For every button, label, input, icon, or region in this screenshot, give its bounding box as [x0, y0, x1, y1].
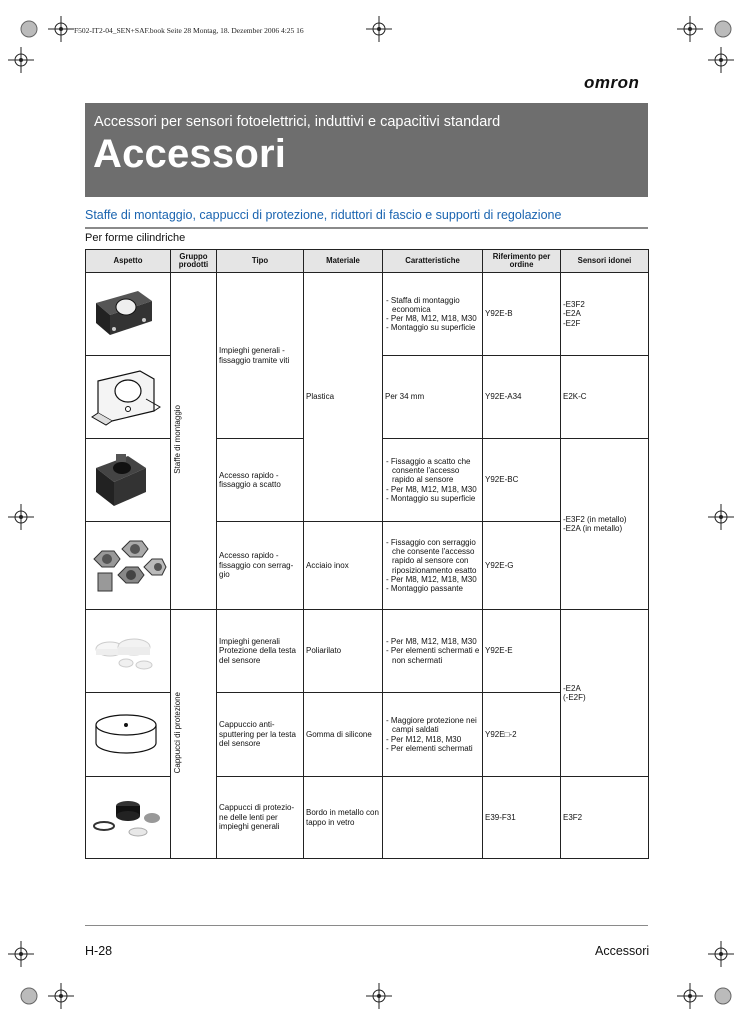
column-header: Riferimento per ordine	[483, 250, 561, 273]
omron-logo: omron	[584, 73, 640, 92]
feature-item: - Montaggio su superficie	[386, 493, 476, 503]
print-dot-icon	[714, 20, 732, 38]
product-image	[86, 273, 171, 356]
print-info: F502-IT2-04_SEN+SAF.book Seite 28 Montag, 18. Dezember 2006 4:25 16	[74, 26, 304, 35]
riferimento-cell: Y92E-B	[483, 273, 561, 356]
caratteristiche-cell	[383, 273, 483, 356]
registration-mark-icon	[677, 983, 703, 1009]
registration-mark-icon	[48, 16, 74, 42]
registration-mark-icon	[8, 504, 34, 530]
sensori-cell: -E2A (-E2F)	[561, 610, 649, 777]
riferimento-cell: Y92E-BC	[483, 439, 561, 522]
column-header: Materiale	[304, 250, 383, 273]
sensori-cell: E3F2	[561, 777, 649, 859]
table-header-row	[86, 250, 649, 273]
registration-mark-icon	[366, 983, 392, 1009]
tipo-cell: Accesso rapido - fissaggio a scatto	[217, 439, 304, 522]
tipo-cell: Impieghi generali Protezione della testa del sensore	[217, 610, 304, 693]
caratteristiche-cell	[383, 610, 483, 693]
feature-item: - Staffa di montaggio economica	[386, 295, 460, 314]
product-image	[86, 693, 171, 777]
table-row	[86, 610, 649, 693]
bracket-y92e-b-icon	[88, 283, 158, 343]
product-image	[86, 439, 171, 522]
page-number: H-28	[85, 944, 113, 958]
cap-anti-sputtering-icon	[88, 703, 164, 763]
registration-mark-icon	[677, 16, 703, 42]
table-row	[86, 777, 649, 859]
column-header: Gruppo prodotti	[171, 250, 217, 273]
materiale-cell: Acciaio inox	[304, 522, 383, 610]
divider	[85, 227, 648, 229]
column-header: Aspetto	[86, 250, 171, 273]
product-image	[86, 777, 171, 859]
print-dot-icon	[20, 20, 38, 38]
column-header: Sensori idonei	[561, 250, 649, 273]
caratteristiche-cell	[383, 777, 483, 859]
bracket-y92e-bc-icon	[88, 446, 154, 512]
sub-title: Per forme cilindriche	[85, 232, 186, 244]
bracket-y92e-a34-icon	[88, 363, 164, 429]
product-image	[86, 522, 171, 610]
caratteristiche-cell	[383, 693, 483, 777]
feature-item: - Maggiore protezione nei campi saldati	[386, 716, 477, 735]
print-dot-icon	[714, 987, 732, 1005]
materiale-cell: Poliarilato	[304, 610, 383, 693]
column-header: Caratteristiche	[383, 250, 483, 273]
group-label: Cappucci di protezione	[173, 692, 182, 774]
footer-divider	[85, 925, 648, 926]
sensori-cell: -E3F2 -E2A -E2F	[561, 273, 649, 356]
sensori-cell: -E3F2 (in metallo) -E2A (in metallo)	[561, 439, 649, 610]
column-header: Tipo	[217, 250, 304, 273]
footer-section: Accessori	[595, 944, 650, 958]
materiale-cell: Plastica	[304, 273, 383, 522]
tipo-cell: Accesso rapido - fissaggio con serrag-gio	[217, 522, 304, 610]
registration-mark-icon	[48, 983, 74, 1009]
feature-item: - Fissaggio a scatto che consente l'accesso rapido al sensore	[386, 456, 471, 485]
materiale-cell: Bordo in metallo con tappo in vetro	[304, 777, 383, 859]
banner-subtitle: Accessori per sensori fotoelettrici, induttivi e capacitivi standard	[94, 114, 501, 130]
feature-item: - Per M12, M18, M30	[386, 734, 462, 744]
riferimento-cell: E39-F31	[483, 777, 561, 859]
registration-mark-icon	[708, 941, 734, 967]
feature-item: - Per M8, M12, M18, M30	[386, 637, 477, 647]
riferimento-cell: Y92E-E	[483, 610, 561, 693]
registration-mark-icon	[8, 47, 34, 73]
product-image	[86, 356, 171, 439]
sensori-cell: E2K-C	[561, 356, 649, 439]
tipo-cell: Cappucci di protezio-ne delle lenti per impieghi generali	[217, 777, 304, 859]
registration-mark-icon	[366, 16, 392, 42]
cap-y92e-e-icon	[88, 625, 164, 675]
riferimento-cell: Y92E-G	[483, 522, 561, 610]
tipo-cell: Impieghi generali - fissaggio tramite viti	[217, 273, 304, 439]
registration-mark-icon	[8, 941, 34, 967]
clamp-y92e-g-icon	[88, 529, 168, 599]
feature-item: - Per elementi schermati	[386, 743, 473, 753]
print-dot-icon	[20, 987, 38, 1005]
accessories-table	[85, 249, 649, 859]
feature-item: - Montaggio passante	[386, 583, 463, 593]
tipo-cell: Cappuccio anti-sputtering per la testa del sensore	[217, 693, 304, 777]
feature-item: - Per M8, M12, M18, M30	[386, 574, 477, 584]
group-cell	[171, 273, 217, 610]
caratteristiche-cell: Per 34 mm	[383, 356, 483, 439]
materiale-cell: Gomma di silicone	[304, 693, 383, 777]
riferimento-cell: Y92E-A34	[483, 356, 561, 439]
product-image	[86, 610, 171, 693]
feature-item: - Fissaggio con serraggio che consente l'accesso rapido al sensore con riposizionamento esatto	[386, 537, 477, 575]
feature-item: - Per M8, M12, M18, M30	[386, 314, 477, 323]
feature-item: - Per M8, M12, M18, M30	[386, 484, 477, 494]
feature-item: - Montaggio su superficie	[386, 323, 476, 333]
feature-item: - Per elementi schermati e non schermati	[386, 646, 480, 665]
caratteristiche-cell	[383, 522, 483, 610]
table-row	[86, 273, 649, 356]
lens-cap-e39-f31-icon	[88, 788, 164, 844]
group-cell	[171, 610, 217, 859]
title-banner	[85, 103, 648, 197]
caratteristiche-cell	[383, 439, 483, 522]
group-label: Staffe di montaggio	[173, 405, 182, 475]
registration-mark-icon	[708, 504, 734, 530]
riferimento-cell: Y92E□-2	[483, 693, 561, 777]
section-title: Staffe di montaggio, cappucci di protezione, riduttori di fascio e supporti di regolazione	[85, 208, 562, 222]
page-title: Accessori	[93, 132, 287, 176]
registration-mark-icon	[708, 47, 734, 73]
